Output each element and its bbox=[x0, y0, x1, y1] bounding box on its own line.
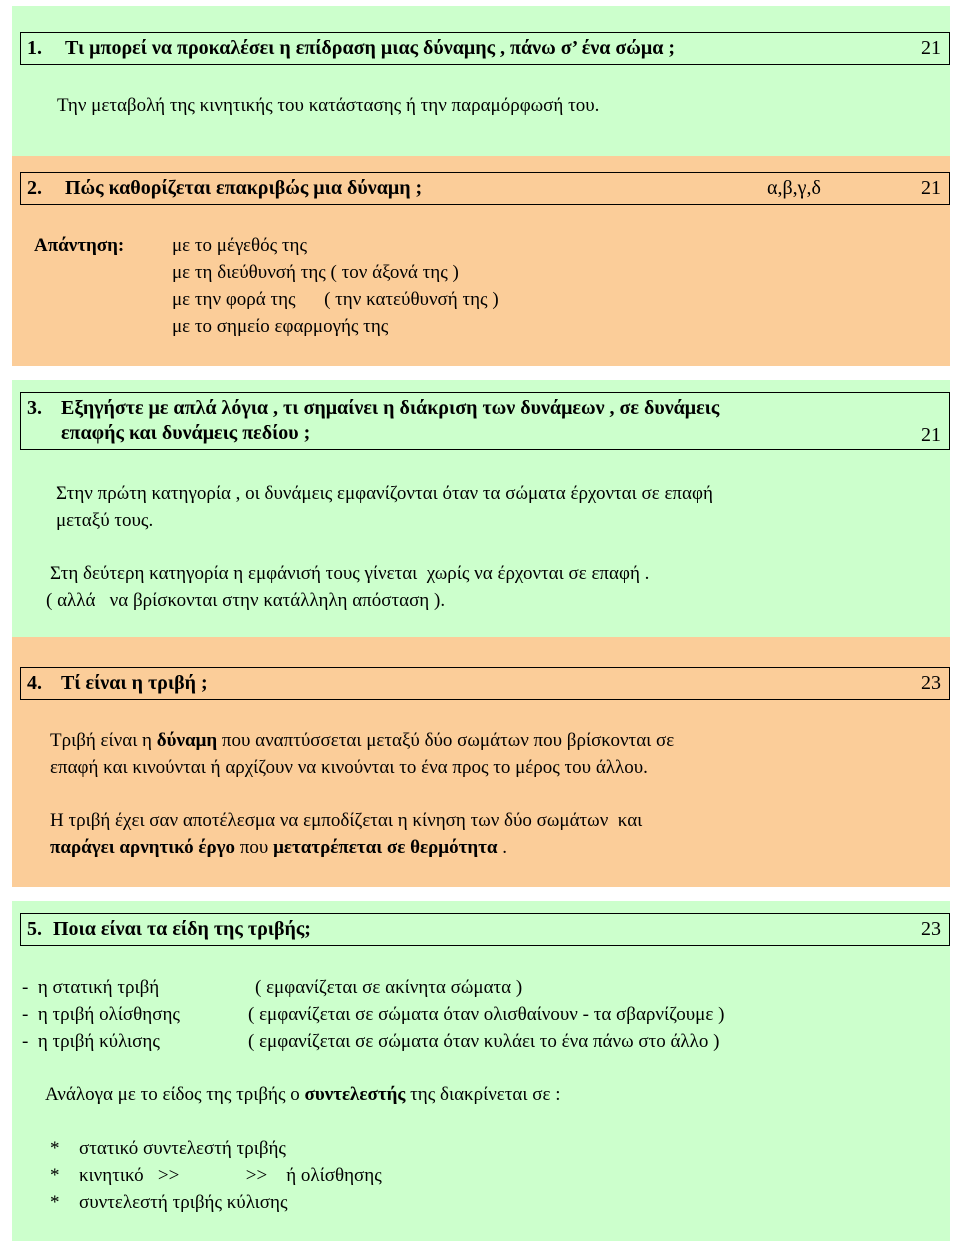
page-reference: 23 bbox=[921, 918, 941, 940]
answer-line: με τη διεύθυνσή της ( τον άξονά της ) bbox=[172, 262, 459, 283]
coefficient-intro bbox=[45, 1081, 560, 1108]
answer-line bbox=[50, 727, 674, 754]
question-number: 4. bbox=[27, 672, 42, 694]
answer-line bbox=[50, 834, 507, 861]
page-reference: 21 bbox=[921, 37, 941, 59]
question-text-line-2: επαφής και δυνάμεις πεδίου ; bbox=[61, 422, 311, 444]
answer-text: που αναπτύσσεται μεταξύ δύο σωμάτων που βρίσκονται σε bbox=[217, 730, 675, 751]
friction-type-desc: ( εμφανίζεται σε σώματα όταν κυλάει το ένα πάνω στο άλλο ) bbox=[248, 1031, 720, 1052]
question-number: 1. bbox=[27, 37, 42, 59]
answer-label: Απάντηση: bbox=[34, 235, 125, 256]
section-5 bbox=[12, 901, 950, 1241]
keyword-force: δύναμη bbox=[156, 730, 218, 751]
page-reference: 21 bbox=[921, 424, 941, 446]
question-number: 3. bbox=[27, 397, 42, 419]
answer-line: με το μέγεθός της bbox=[172, 235, 307, 256]
question-3-header bbox=[20, 392, 950, 450]
friction-type-desc: ( εμφανίζεται σε ακίνητα σώματα ) bbox=[255, 977, 523, 998]
section-3 bbox=[12, 380, 950, 637]
question-5-header bbox=[20, 913, 950, 946]
answer-text: Στη δεύτερη κατηγορία η εμφάνισή τους γίνεται χωρίς να έρχονται σε επαφή . bbox=[50, 563, 650, 584]
question-text: Τί είναι η τριβή ; bbox=[61, 672, 208, 694]
answer-text: Την μεταβολή της κινητικής του κατάστασης ή την παραμόρφωσή του. bbox=[57, 95, 600, 116]
keyword-negative-work: παράγει αρνητικό έργο bbox=[50, 837, 236, 858]
answer-line: με το σημείο εφαρμογής της bbox=[172, 316, 389, 337]
page-reference: 21 bbox=[921, 177, 941, 199]
coefficient-item-text: στατικό συντελεστή τριβής bbox=[79, 1138, 286, 1159]
section-4 bbox=[12, 637, 950, 887]
coefficient-item-star: * bbox=[50, 1192, 60, 1213]
answer-line: επαφή και κινούνται ή αρχίζουν να κινούνται το ένα προς το μέρος του άλλου. bbox=[50, 757, 648, 778]
section-2 bbox=[12, 156, 950, 366]
question-4-header bbox=[20, 667, 950, 700]
answer-letters: α,β,γ,δ bbox=[767, 177, 821, 199]
answer-line: Η τριβή έχει σαν αποτέλεσμα να εμποδίζεται η κίνηση των δύο σωμάτων και bbox=[50, 810, 643, 831]
answer-text: ( αλλά να βρίσκονται στην κατάλληλη απόσταση ). bbox=[46, 590, 446, 611]
keyword-coefficient: συντελεστής bbox=[304, 1084, 406, 1105]
question-text: Ποια είναι τα είδη της τριβής; bbox=[53, 918, 311, 940]
answer-text: . bbox=[497, 837, 507, 858]
page-reference: 23 bbox=[921, 672, 941, 694]
friction-type-desc: ( εμφανίζεται σε σώματα όταν ολισθαίνουν - τα σβαρνίζουμε ) bbox=[248, 1004, 725, 1025]
question-text: Πώς καθορίζεται επακριβώς μια δύναμη ; bbox=[65, 177, 423, 199]
intro-text: Ανάλογα με το είδος της τριβής ο bbox=[45, 1084, 305, 1105]
keyword-heat: μετατρέπεται σε θερμότητα bbox=[273, 837, 498, 858]
coefficient-item-text: συντελεστή τριβής κύλισης bbox=[79, 1192, 288, 1213]
question-text-line-1: Εξηγήστε με απλά λόγια , τι σημαίνει η διάκριση των δυνάμεων , σε δυνάμεις bbox=[61, 397, 720, 419]
coefficient-item-star: * bbox=[50, 1165, 60, 1186]
coefficient-item-star: * bbox=[50, 1138, 60, 1159]
answer-line: με την φορά της ( την κατεύθυνσή της ) bbox=[172, 289, 499, 310]
question-2-header bbox=[20, 172, 950, 205]
question-number: 5. bbox=[27, 918, 42, 940]
question-text: Τι μπορεί να προκαλέσει η επίδραση μιας δύναμης , πάνω σ’ ένα σώμα ; bbox=[65, 37, 676, 59]
coefficient-item-text: κινητικό >> >> ή ολίσθησης bbox=[79, 1165, 382, 1186]
answer-text: Τριβή είναι η bbox=[50, 730, 157, 751]
question-number: 2. bbox=[27, 177, 42, 199]
answer-text: που bbox=[235, 837, 274, 858]
friction-type-name: - η στατική τριβή bbox=[22, 977, 160, 998]
question-1-header bbox=[20, 32, 950, 65]
section-1 bbox=[12, 6, 950, 156]
friction-type-name: - η τριβή ολίσθησης bbox=[22, 1004, 180, 1025]
intro-text: της διακρίνεται σε : bbox=[405, 1084, 561, 1105]
answer-text: Στην πρώτη κατηγορία , οι δυνάμεις εμφανίζονται όταν τα σώματα έρχονται σε επαφή bbox=[56, 483, 713, 504]
answer-text: μεταξύ τους. bbox=[56, 510, 154, 531]
friction-type-name: - η τριβή κύλισης bbox=[22, 1031, 160, 1052]
